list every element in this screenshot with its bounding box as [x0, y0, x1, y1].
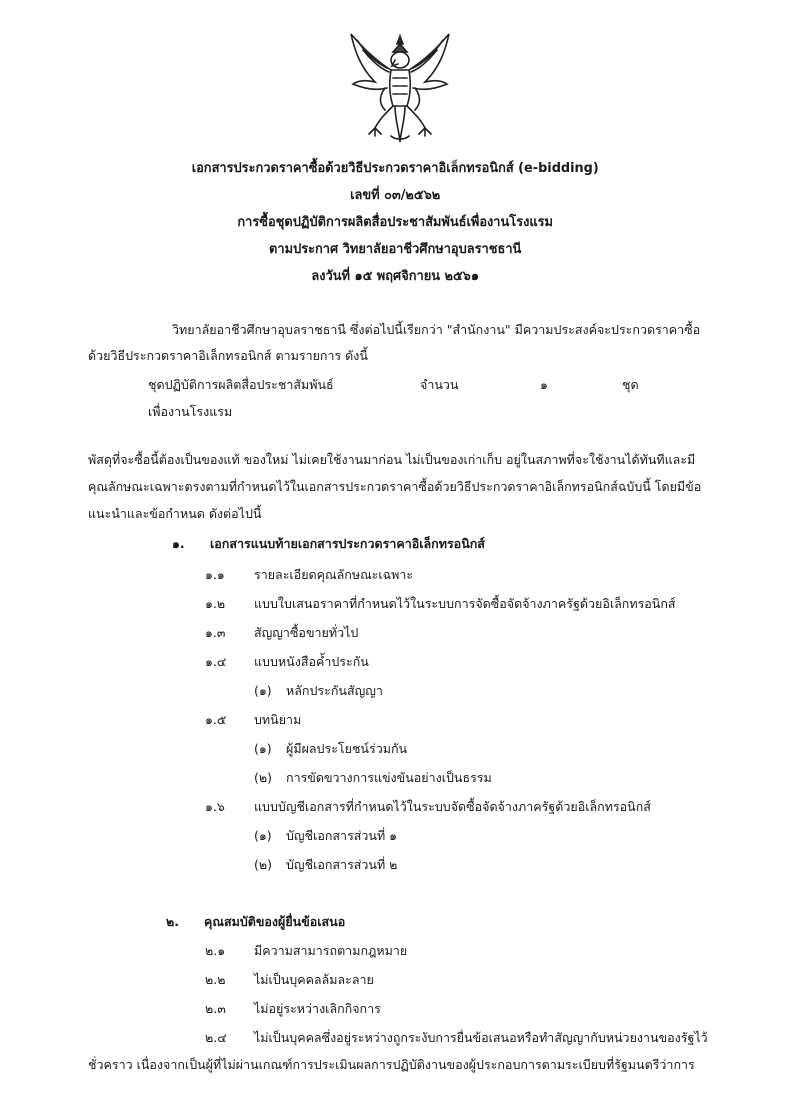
list-item-text: แบบใบเสนอราคาที่กำหนดไว้ในระบบการจัดซื้อจัดจ้างภาครัฐด้วยอิเล็กทรอนิกส์	[254, 596, 676, 611]
list-item-number: ๒.๓	[205, 1001, 226, 1016]
item-name-continued: เพื่องานโรงแรม	[148, 404, 233, 419]
item-quantity-label: จำนวน	[420, 377, 459, 392]
condition-line-1: พัสดุที่จะซื้อนี้ต้องเป็นของแท้ ของใหม่ ไม่เคยใช้งานมาก่อน ไม่เป็นของเก่าเก็บ อยู่ในสภาพที่จะใช้งานได้ทันทีและมี	[88, 452, 696, 467]
section-2-title: คุณสมบัติของผู้ยื่นข้อเสนอ	[204, 914, 346, 929]
sub-item-text: การขัดขวางการแข่งขันอย่างเป็นธรรม	[286, 770, 492, 785]
list-item-continuation: ชั่วคราว เนื่องจากเป็นผู้ที่ไม่ผ่านเกณฑ์การประเมินผลการปฏิบัติงานของผู้ประกอบการตามระเบียบที่รัฐมนตรีว่าการ	[88, 1057, 695, 1072]
document-subject: การซื้อชุดปฏิบัติการผลิตสื่อประชาสัมพันธ์เพื่องานโรงแรม	[237, 215, 554, 230]
list-item-text: ไม่เป็นบุคคลล้มละลาย	[254, 972, 374, 987]
list-item-number: ๒.๔	[205, 1030, 227, 1045]
list-item-number: ๒.๒	[205, 972, 226, 987]
garuda-emblem-icon	[345, 30, 455, 148]
document-date: ลงวันที่ ๑๕ พฤศจิกายน ๒๕๖๑	[311, 269, 479, 284]
item-quantity: ๑	[540, 377, 548, 392]
document-title: เอกสารประกวดราคาซื้อด้วยวิธีประกวดราคาอิเล็กทรอนิกส์ (e-bidding)	[191, 161, 599, 176]
sub-item-number: (๒)	[254, 770, 272, 785]
list-item-number: ๑.๓	[205, 625, 226, 640]
list-item-text: สัญญาซื้อขายทั่วไป	[254, 625, 359, 640]
announcer: ตามประกาศ วิทยาลัยอาชีวศึกษาอุบลราชธานี	[269, 242, 522, 257]
list-item-number: ๑.๔	[205, 654, 227, 669]
section-1-title: เอกสารแนบท้ายเอกสารประกวดราคาอิเล็กทรอนิกส์	[210, 536, 485, 551]
sub-item-number: (๒)	[254, 857, 272, 872]
sub-item-text: หลักประกันสัญญา	[286, 683, 383, 698]
section-2-number: ๒.	[166, 914, 179, 929]
document-number: เลขที่ ๐๓/๒๕๖๒	[350, 188, 441, 203]
intro-line-1: วิทยาลัยอาชีวศึกษาอุบลราชธานี ซึ่งต่อไปนี้เรียกว่า "สำนักงาน" มีความประสงค์จะประกวดราคาซื้อ	[172, 322, 701, 337]
intro-line-2: ด้วยวิธีประกวดราคาอิเล็กทรอนิกส์ ตามรายการ ดังนี้	[88, 348, 368, 363]
list-item-number: ๑.๖	[205, 799, 225, 814]
sub-item-text: ผู้มีผลประโยชน์ร่วมกัน	[286, 741, 408, 756]
list-item-text: รายละเอียดคุณลักษณะเฉพาะ	[254, 567, 414, 582]
condition-line-2: คุณลักษณะเฉพาะตรงตามที่กำหนดไว้ในเอกสารประกวดราคาซื้อด้วยวิธีประกวดราคาอิเล็กทรอนิกส์ฉบับนี้ โดยมีข้อ	[88, 479, 702, 494]
list-item-number: ๑.๒	[205, 596, 226, 611]
list-item-text: มีความสามารถตามกฎหมาย	[254, 943, 408, 958]
list-item-number: ๑.๕	[205, 712, 227, 727]
list-item-number: ๑.๑	[205, 567, 225, 582]
sub-item-text: บัญชีเอกสารส่วนที่ ๑	[286, 828, 398, 843]
list-item-text: แบบบัญชีเอกสารที่กำหนดไว้ในระบบจัดซื้อจัดจ้างภาครัฐด้วยอิเล็กทรอนิกส์	[254, 799, 651, 814]
item-name: ชุดปฏิบัติการผลิตสื่อประชาสัมพันธ์	[148, 377, 334, 392]
condition-line-3: แนะนำและข้อกำหนด ดังต่อไปนี้	[88, 506, 262, 521]
section-1-number: ๑.	[172, 536, 185, 551]
list-item-number: ๒.๑	[205, 943, 226, 958]
sub-item-number: (๑)	[254, 741, 272, 756]
sub-item-number: (๑)	[254, 683, 272, 698]
list-item-text: แบบหนังสือค้ำประกัน	[254, 654, 369, 669]
list-item-text: ไม่อยู่ระหว่างเลิกกิจการ	[254, 1001, 381, 1016]
sub-item-number: (๑)	[254, 828, 272, 843]
item-unit: ชุด	[622, 377, 639, 392]
sub-item-text: บัญชีเอกสารส่วนที่ ๒	[286, 857, 398, 872]
list-item-text: ไม่เป็นบุคคลซึ่งอยู่ระหว่างถูกระงับการยื่นข้อเสนอหรือทำสัญญากับหน่วยงานของรัฐไว้	[254, 1030, 708, 1045]
list-item-text: บทนิยาม	[254, 712, 302, 727]
